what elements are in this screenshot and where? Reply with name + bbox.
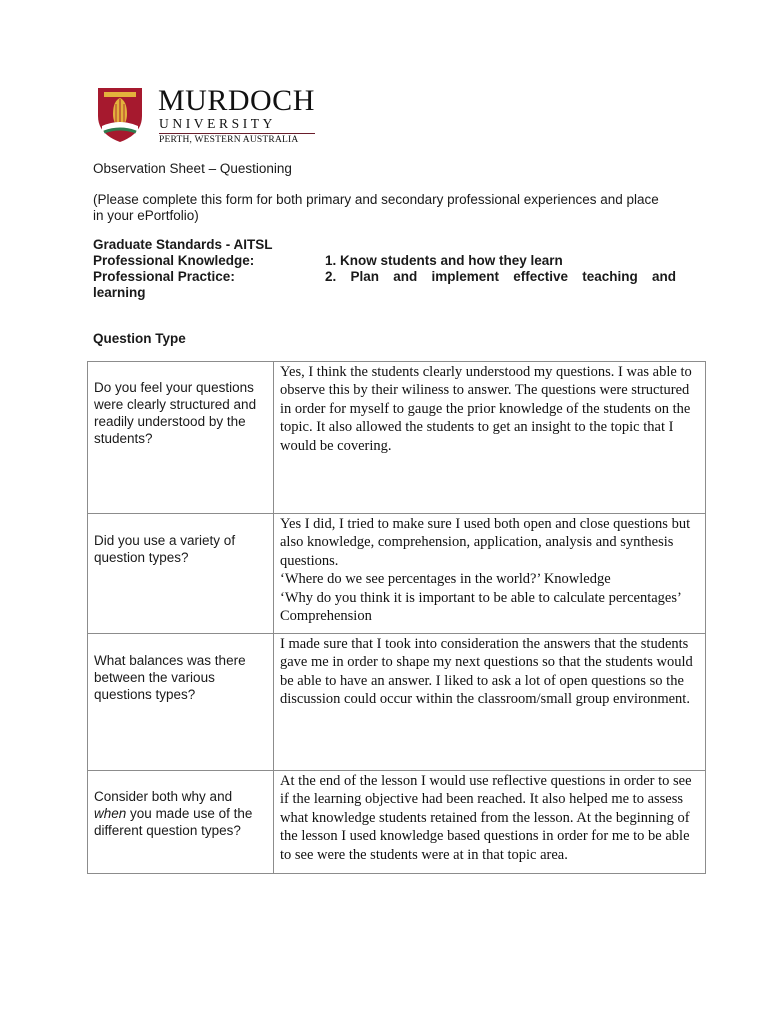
table-row [88,771,706,874]
logo-location: PERTH, WESTERN AUSTRALIA [159,135,299,145]
question-type-heading: Question Type [93,331,186,346]
question-cell [88,771,274,874]
question-text: Do you feel your questions were clearly structured and readily understood by the students? [94,380,257,446]
answer-text: ‘Why do you think it is important to be able to calculate percentages’ Comprehension [280,589,681,625]
observation-table [87,361,706,874]
question-cell [88,514,274,634]
professional-knowledge-label: Professional Knowledge: [93,253,255,268]
question-text-part: Consider both why and [94,789,233,804]
answer-text: Yes I did, I tried to make sure I used both open and close questions but also knowledge, comprehension, application, analysis and synthesis questions. [280,516,691,569]
question-cell [88,634,274,771]
logo-subtitle: UNIVERSITY [159,116,276,131]
professional-practice-value: 2. Plan and implement effective teaching and [325,269,676,284]
question-text: Did you use a variety of question types? [94,533,236,565]
question-text-part: you made use of the different question types? [94,806,253,838]
professional-practice-label: Professional Practice: [93,269,235,284]
answer-cell [274,634,706,771]
instructions-text: (Please complete this form for both primary and secondary professional experiences and place in your ePortfolio) [93,192,659,223]
answer-cell [274,514,706,634]
standards-heading: Graduate Standards - AITSL [93,237,273,252]
answer-cell [274,362,706,514]
murdoch-university-logo [94,86,324,148]
question-cell [88,362,274,514]
table-row [88,514,706,634]
answer-text: I made sure that I took into consideration the answers that the students gave me in order to shape my next questions so that the students would be able to have an answer. I liked to ask a lot of open questions so the discussion could occur within the classroom/small group environment. [280,636,693,708]
answer-text: At the end of the lesson I would use reflective questions in order to see if the learning objective had been reached. It also helped me to assess what knowledge students retained from the lesson. At the beginning of the lesson I used knowledge based questions in order for me to be able to see were the students were at in that topic area. [280,773,692,863]
logo-divider [159,133,315,134]
professional-knowledge-value: 1. Know students and how they learn [325,253,563,268]
logo-name: MURDOCH [158,84,315,117]
question-text: What balances was there between the various questions types? [94,653,246,702]
question-text [88,771,273,839]
table-row [88,634,706,771]
question-text-emphasis: when [94,806,127,821]
document-title: Observation Sheet – Questioning [93,161,292,176]
answer-cell [274,771,706,874]
university-crest-icon [94,86,146,144]
answer-text: ‘Where do we see percentages in the world?’ Knowledge [280,571,611,588]
table-row [88,362,706,514]
professional-practice-value-continued: learning [93,285,146,300]
answer-text: Yes, I think the students clearly understood my questions. I was able to observe this by their wiliness to answer. The questions were structured in order for myself to gauge the prior knowledge of the students on the topic. It also allowed the students to get an insight to the topic that I would be covering. [280,364,692,454]
